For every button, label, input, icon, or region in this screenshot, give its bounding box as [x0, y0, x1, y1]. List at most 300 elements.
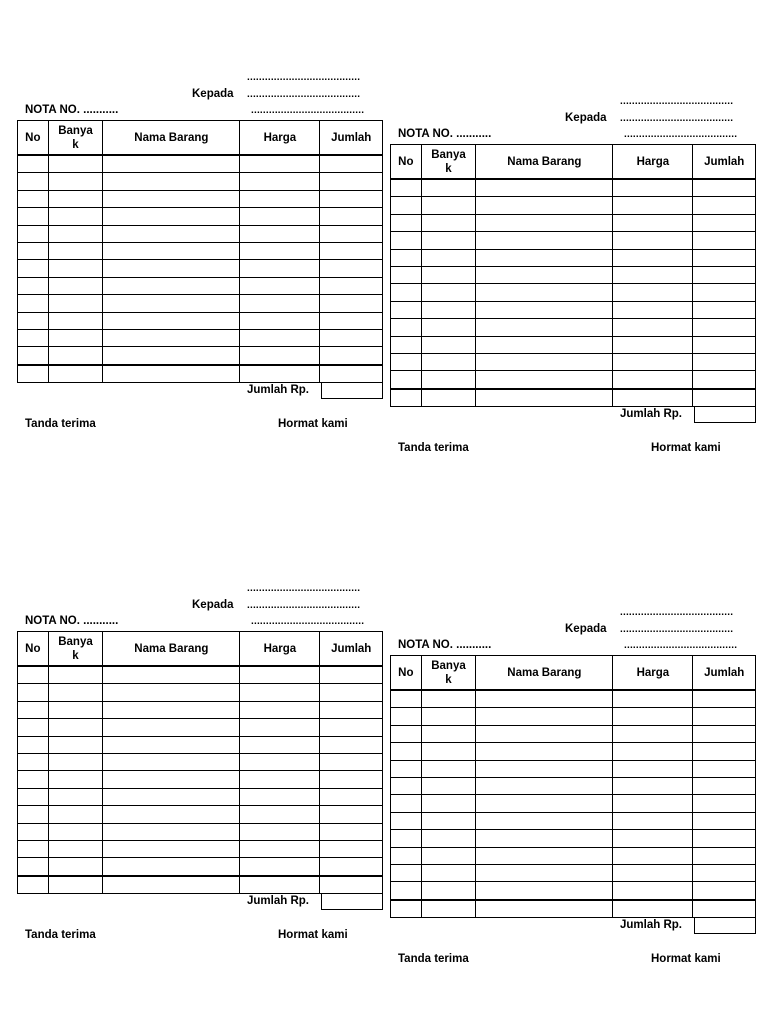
table-cell[interactable] — [693, 864, 756, 881]
table-cell[interactable] — [240, 295, 320, 312]
table-cell[interactable] — [476, 743, 613, 760]
table-cell[interactable] — [476, 371, 613, 389]
table-cell[interactable] — [103, 719, 240, 736]
table-cell[interactable] — [48, 736, 103, 753]
table-cell[interactable] — [476, 760, 613, 777]
table-cell[interactable] — [18, 876, 49, 894]
table-cell[interactable] — [240, 225, 320, 242]
recipient-dots-line-2: ...................................... — [620, 113, 734, 124]
table-cell[interactable] — [48, 823, 103, 840]
table-cell[interactable] — [391, 371, 422, 389]
tanda-terima-label: Tanda terima — [25, 418, 96, 430]
table-row — [391, 743, 756, 760]
table-cell[interactable] — [48, 242, 103, 259]
table-row — [391, 725, 756, 742]
table-cell[interactable] — [103, 242, 240, 259]
table-row — [391, 301, 756, 318]
table-cell[interactable] — [18, 858, 49, 876]
table-cell[interactable] — [391, 232, 422, 249]
table-cell[interactable] — [18, 260, 49, 277]
table-cell[interactable] — [48, 788, 103, 805]
table-cell[interactable] — [103, 347, 240, 365]
table-cell[interactable] — [421, 708, 476, 725]
tanda-terima-label: Tanda terima — [25, 929, 96, 941]
table-cell[interactable] — [103, 329, 240, 346]
table-cell[interactable] — [613, 830, 693, 847]
table-cell[interactable] — [48, 719, 103, 736]
table-cell[interactable] — [476, 353, 613, 370]
column-banyak-line2: k — [445, 162, 452, 175]
table-cell[interactable] — [320, 347, 383, 365]
table-cell[interactable] — [18, 684, 49, 701]
total-amount-box[interactable] — [694, 406, 756, 423]
table-cell[interactable] — [421, 197, 476, 214]
table-cell[interactable] — [613, 214, 693, 231]
table-cell[interactable] — [613, 266, 693, 283]
table-cell[interactable] — [391, 708, 422, 725]
table-cell[interactable] — [240, 684, 320, 701]
item-rows — [18, 155, 383, 383]
table-cell[interactable] — [613, 179, 693, 197]
table-cell[interactable] — [693, 777, 756, 794]
table-cell[interactable] — [391, 336, 422, 353]
table-cell[interactable] — [320, 719, 383, 736]
table-cell[interactable] — [421, 214, 476, 231]
table-cell[interactable] — [693, 708, 756, 725]
table-cell[interactable] — [421, 690, 476, 708]
table-cell[interactable] — [48, 329, 103, 346]
table-cell[interactable] — [391, 197, 422, 214]
table-cell[interactable] — [48, 840, 103, 857]
table-cell[interactable] — [18, 753, 49, 770]
total-amount-box[interactable] — [321, 382, 383, 399]
table-cell[interactable] — [320, 806, 383, 823]
table-cell[interactable] — [693, 266, 756, 283]
table-cell[interactable] — [18, 840, 49, 857]
column-harga: Harga — [240, 632, 320, 667]
table-cell[interactable] — [391, 882, 422, 900]
table-cell[interactable] — [240, 701, 320, 718]
table-cell[interactable] — [240, 208, 320, 225]
table-cell[interactable] — [693, 847, 756, 864]
table-cell[interactable] — [613, 812, 693, 829]
table-cell[interactable] — [240, 858, 320, 876]
table-cell[interactable] — [391, 760, 422, 777]
table-cell[interactable] — [476, 847, 613, 864]
table-row — [391, 777, 756, 794]
table-cell[interactable] — [476, 389, 613, 407]
table-cell[interactable] — [18, 823, 49, 840]
table-row — [391, 336, 756, 353]
table-cell[interactable] — [391, 847, 422, 864]
table-cell[interactable] — [476, 725, 613, 742]
table-cell[interactable] — [48, 876, 103, 894]
table-cell[interactable] — [18, 190, 49, 207]
table-cell[interactable] — [320, 312, 383, 329]
table-cell[interactable] — [613, 760, 693, 777]
table-cell[interactable] — [103, 806, 240, 823]
table-cell[interactable] — [693, 371, 756, 389]
table-cell[interactable] — [693, 232, 756, 249]
table-cell[interactable] — [18, 347, 49, 365]
table-cell[interactable] — [320, 173, 383, 190]
table-row — [391, 882, 756, 900]
table-cell[interactable] — [613, 864, 693, 881]
table-cell[interactable] — [240, 277, 320, 294]
table-cell[interactable] — [693, 690, 756, 708]
table-cell[interactable] — [103, 208, 240, 225]
table-cell[interactable] — [613, 371, 693, 389]
table-row — [391, 179, 756, 197]
table-cell[interactable] — [320, 840, 383, 857]
nota-number-label: NOTA NO. ........... — [25, 104, 119, 116]
table-cell[interactable] — [103, 173, 240, 190]
table-cell[interactable] — [391, 214, 422, 231]
table-cell[interactable] — [48, 753, 103, 770]
table-cell[interactable] — [320, 155, 383, 173]
table-cell[interactable] — [48, 173, 103, 190]
table-cell[interactable] — [18, 277, 49, 294]
table-cell[interactable] — [18, 173, 49, 190]
table-row — [18, 277, 383, 294]
table-cell[interactable] — [476, 864, 613, 881]
table-cell[interactable] — [103, 823, 240, 840]
table-cell[interactable] — [18, 736, 49, 753]
table-cell[interactable] — [320, 277, 383, 294]
table-cell[interactable] — [320, 823, 383, 840]
jumlah-rp-label: Jumlah Rp. — [620, 408, 682, 420]
table-cell[interactable] — [693, 249, 756, 266]
table-cell[interactable] — [103, 190, 240, 207]
table-cell[interactable] — [320, 701, 383, 718]
table-cell[interactable] — [613, 319, 693, 336]
table-cell[interactable] — [391, 795, 422, 812]
table-cell[interactable] — [320, 736, 383, 753]
table-cell[interactable] — [613, 197, 693, 214]
recipient-dots-line-1: ...................................... — [620, 607, 734, 618]
table-cell[interactable] — [693, 795, 756, 812]
table-cell[interactable] — [391, 266, 422, 283]
table-cell[interactable] — [103, 365, 240, 383]
column-banyak-line1: Banya — [431, 659, 466, 672]
table-cell[interactable] — [693, 214, 756, 231]
table-cell[interactable] — [613, 249, 693, 266]
table-cell[interactable] — [476, 795, 613, 812]
table-cell[interactable] — [613, 708, 693, 725]
table-cell[interactable] — [613, 725, 693, 742]
table-cell[interactable] — [240, 155, 320, 173]
table-cell[interactable] — [320, 788, 383, 805]
table-cell[interactable] — [476, 882, 613, 900]
table-cell[interactable] — [240, 666, 320, 684]
table-cell[interactable] — [476, 232, 613, 249]
table-cell[interactable] — [320, 242, 383, 259]
table-cell[interactable] — [320, 684, 383, 701]
table-cell[interactable] — [240, 365, 320, 383]
total-amount-box[interactable] — [321, 893, 383, 910]
table-cell[interactable] — [476, 777, 613, 794]
table-row — [18, 719, 383, 736]
table-cell[interactable] — [103, 312, 240, 329]
table-cell[interactable] — [476, 319, 613, 336]
table-cell[interactable] — [476, 830, 613, 847]
table-cell[interactable] — [103, 155, 240, 173]
table-cell[interactable] — [476, 301, 613, 318]
table-cell[interactable] — [320, 858, 383, 876]
table-cell[interactable] — [391, 249, 422, 266]
table-cell[interactable] — [48, 225, 103, 242]
table-cell[interactable] — [421, 777, 476, 794]
table-cell[interactable] — [240, 719, 320, 736]
table-cell[interactable] — [391, 389, 422, 407]
table-cell[interactable] — [320, 753, 383, 770]
table-cell[interactable] — [693, 284, 756, 301]
table-row — [18, 329, 383, 346]
table-cell[interactable] — [693, 812, 756, 829]
table-cell[interactable] — [421, 353, 476, 370]
table-cell[interactable] — [613, 336, 693, 353]
table-cell[interactable] — [421, 319, 476, 336]
table-cell[interactable] — [320, 260, 383, 277]
table-cell[interactable] — [391, 777, 422, 794]
table-cell[interactable] — [693, 900, 756, 918]
table-cell[interactable] — [421, 830, 476, 847]
table-cell[interactable] — [693, 336, 756, 353]
table-cell[interactable] — [421, 743, 476, 760]
column-jumlah: Jumlah — [320, 121, 383, 156]
table-cell[interactable] — [421, 301, 476, 318]
table-cell[interactable] — [421, 232, 476, 249]
nota-form-bottom-left — [17, 581, 383, 1001]
table-cell[interactable] — [693, 760, 756, 777]
table-cell[interactable] — [693, 830, 756, 847]
table-cell[interactable] — [613, 232, 693, 249]
table-cell[interactable] — [320, 295, 383, 312]
table-cell[interactable] — [240, 173, 320, 190]
table-cell[interactable] — [421, 795, 476, 812]
table-cell[interactable] — [421, 864, 476, 881]
table-cell[interactable] — [476, 284, 613, 301]
table-cell[interactable] — [240, 753, 320, 770]
table-cell[interactable] — [476, 336, 613, 353]
table-cell[interactable] — [476, 179, 613, 197]
table-cell[interactable] — [18, 788, 49, 805]
column-banyak — [48, 121, 103, 156]
table-cell[interactable] — [476, 812, 613, 829]
table-cell[interactable] — [18, 242, 49, 259]
table-cell[interactable] — [18, 701, 49, 718]
table-cell[interactable] — [391, 900, 422, 918]
table-cell[interactable] — [693, 389, 756, 407]
table-cell[interactable] — [103, 858, 240, 876]
table-cell[interactable] — [476, 690, 613, 708]
table-cell[interactable] — [391, 179, 422, 197]
table-cell[interactable] — [693, 743, 756, 760]
column-banyak-line1: Banya — [431, 148, 466, 161]
table-cell[interactable] — [48, 347, 103, 365]
table-cell[interactable] — [103, 260, 240, 277]
table-row — [18, 840, 383, 857]
table-cell[interactable] — [421, 371, 476, 389]
table-cell[interactable] — [48, 260, 103, 277]
table-cell[interactable] — [240, 840, 320, 857]
table-cell[interactable] — [320, 365, 383, 383]
table-cell[interactable] — [421, 725, 476, 742]
table-cell[interactable] — [103, 840, 240, 857]
table-cell[interactable] — [48, 190, 103, 207]
table-cell[interactable] — [421, 249, 476, 266]
table-cell[interactable] — [421, 266, 476, 283]
table-cell[interactable] — [421, 760, 476, 777]
table-cell[interactable] — [613, 795, 693, 812]
table-cell[interactable] — [48, 858, 103, 876]
table-cell[interactable] — [103, 788, 240, 805]
table-cell[interactable] — [613, 389, 693, 407]
table-cell[interactable] — [18, 719, 49, 736]
table-cell[interactable] — [48, 277, 103, 294]
table-cell[interactable] — [391, 725, 422, 742]
table-cell[interactable] — [391, 690, 422, 708]
table-cell[interactable] — [240, 329, 320, 346]
table-cell[interactable] — [103, 736, 240, 753]
table-cell[interactable] — [421, 882, 476, 900]
table-cell[interactable] — [320, 771, 383, 788]
table-cell[interactable] — [476, 708, 613, 725]
table-cell[interactable] — [48, 312, 103, 329]
table-row — [18, 242, 383, 259]
table-cell[interactable] — [240, 347, 320, 365]
table-cell[interactable] — [18, 208, 49, 225]
table-cell[interactable] — [421, 812, 476, 829]
table-cell[interactable] — [391, 319, 422, 336]
table-cell[interactable] — [48, 666, 103, 684]
table-cell[interactable] — [391, 864, 422, 881]
table-cell[interactable] — [391, 743, 422, 760]
total-amount-box[interactable] — [694, 917, 756, 934]
table-cell[interactable] — [320, 329, 383, 346]
table-cell[interactable] — [693, 179, 756, 197]
table-cell[interactable] — [421, 847, 476, 864]
column-harga: Harga — [613, 656, 693, 691]
table-cell[interactable] — [48, 806, 103, 823]
table-cell[interactable] — [18, 806, 49, 823]
table-cell[interactable] — [421, 336, 476, 353]
table-cell[interactable] — [320, 225, 383, 242]
table-cell[interactable] — [240, 242, 320, 259]
table-cell[interactable] — [476, 249, 613, 266]
table-cell[interactable] — [476, 214, 613, 231]
table-cell[interactable] — [48, 155, 103, 173]
table-row — [18, 806, 383, 823]
table-cell[interactable] — [103, 771, 240, 788]
table-cell[interactable] — [613, 353, 693, 370]
table-cell[interactable] — [476, 197, 613, 214]
table-cell[interactable] — [18, 225, 49, 242]
table-cell[interactable] — [391, 812, 422, 829]
table-cell[interactable] — [48, 684, 103, 701]
table-cell[interactable] — [103, 684, 240, 701]
table-cell[interactable] — [103, 876, 240, 894]
table-cell[interactable] — [48, 771, 103, 788]
table-cell[interactable] — [240, 260, 320, 277]
table-cell[interactable] — [103, 295, 240, 312]
table-cell[interactable] — [320, 876, 383, 894]
table-cell[interactable] — [613, 847, 693, 864]
table-cell[interactable] — [421, 900, 476, 918]
table-cell[interactable] — [693, 197, 756, 214]
column-banyak — [48, 632, 103, 667]
table-cell[interactable] — [18, 365, 49, 383]
table-row — [391, 214, 756, 231]
table-cell[interactable] — [476, 900, 613, 918]
table-cell[interactable] — [48, 365, 103, 383]
table-row — [391, 900, 756, 918]
table-cell[interactable] — [613, 301, 693, 318]
table-cell[interactable] — [240, 771, 320, 788]
table-cell[interactable] — [391, 301, 422, 318]
table-cell[interactable] — [613, 882, 693, 900]
column-banyak-line1: Banya — [58, 124, 93, 137]
table-cell[interactable] — [421, 284, 476, 301]
table-cell[interactable] — [48, 701, 103, 718]
table-cell[interactable] — [476, 266, 613, 283]
table-cell[interactable] — [693, 301, 756, 318]
table-cell[interactable] — [320, 190, 383, 207]
table-cell[interactable] — [240, 788, 320, 805]
table-cell[interactable] — [693, 319, 756, 336]
table-cell[interactable] — [18, 666, 49, 684]
column-no: No — [18, 121, 49, 156]
table-cell[interactable] — [240, 806, 320, 823]
table-cell[interactable] — [103, 753, 240, 770]
table-cell[interactable] — [103, 225, 240, 242]
table-cell[interactable] — [693, 725, 756, 742]
table-cell[interactable] — [421, 179, 476, 197]
table-cell[interactable] — [103, 701, 240, 718]
table-header-row — [391, 656, 756, 691]
table-cell[interactable] — [613, 743, 693, 760]
table-cell[interactable] — [48, 208, 103, 225]
table-cell[interactable] — [18, 771, 49, 788]
table-cell[interactable] — [18, 329, 49, 346]
table-cell[interactable] — [18, 295, 49, 312]
item-table — [390, 655, 756, 918]
table-cell[interactable] — [240, 312, 320, 329]
table-cell[interactable] — [613, 900, 693, 918]
table-cell[interactable] — [103, 666, 240, 684]
table-cell[interactable] — [391, 284, 422, 301]
table-cell[interactable] — [48, 295, 103, 312]
table-cell[interactable] — [391, 830, 422, 847]
table-cell[interactable] — [613, 284, 693, 301]
table-cell[interactable] — [240, 190, 320, 207]
table-cell[interactable] — [421, 389, 476, 407]
table-cell[interactable] — [391, 353, 422, 370]
table-cell[interactable] — [693, 353, 756, 370]
table-cell[interactable] — [320, 666, 383, 684]
table-cell[interactable] — [320, 208, 383, 225]
table-cell[interactable] — [240, 876, 320, 894]
table-cell[interactable] — [103, 277, 240, 294]
table-row — [391, 847, 756, 864]
table-cell[interactable] — [613, 690, 693, 708]
table-cell[interactable] — [693, 882, 756, 900]
table-cell[interactable] — [18, 312, 49, 329]
table-cell[interactable] — [613, 777, 693, 794]
table-cell[interactable] — [18, 155, 49, 173]
table-cell[interactable] — [240, 736, 320, 753]
table-cell[interactable] — [240, 823, 320, 840]
